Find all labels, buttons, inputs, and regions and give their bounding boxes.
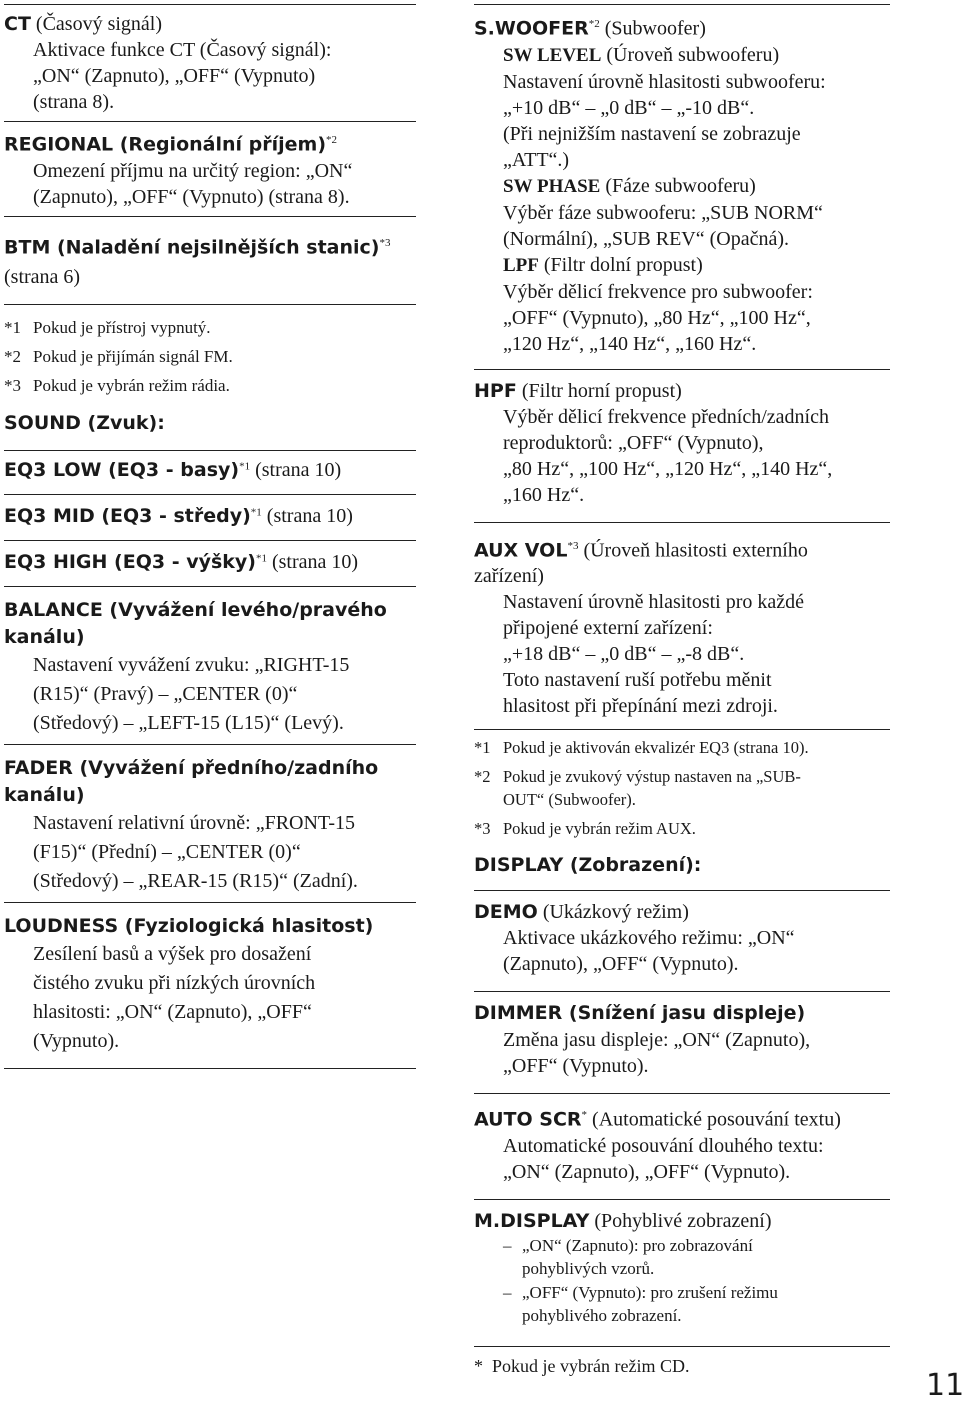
section-title-sound: SOUND (Zvuk): [4, 412, 165, 435]
entry-ct: CT (Časový signál) Aktivace funkce CT (Časový signál): „ON“ (Zapnuto), „OFF“ (Vypnuto) (strana 8). [4, 5, 416, 121]
entry-regional: REGIONAL (Regionální příjem)$^{*2}$ Omezení příjmu na určitý region: „ON“ (Zapnuto), „OFF“ (Vypnuto) (strana 8). [4, 133, 353, 208]
entry-body: Aktivace funkce CT (Časový signál): „ON“ (Zapnuto), „OFF“ (Vypnuto) (strana 8). [33, 39, 332, 113]
footnote-item: *1 Pokud je přístroj vypnutý. [4, 318, 211, 338]
footnote-item: *2 Pokud je přijímán signál FM. [4, 347, 233, 367]
divider [4, 1068, 416, 1069]
entry-eq3-mid: EQ3 MID (EQ3 - středy)$^{*1}$ (strana 10) [4, 505, 353, 528]
footnote-item: *1 Pokud je aktivován ekvalizér EQ3 (strana 10). [474, 738, 809, 758]
notes [4, 305, 416, 400]
entry-aux-vol: AUX VOL$^{*3}$ (Úroveň hlasitosti externího zařízení) Nastavení úrovně hlasitosti pro každé připojené externí zařízení: „+18 dB“ – „0 dB“ – „-8 dB“. Toto nastavení ruší potřebu měnit hlasitost při přepínání mezi zdroji. [474, 539, 808, 718]
entry-head: CT [4, 13, 31, 35]
footnote-item: *2 Pokud je zvukový výstup nastaven na „SUB- [474, 767, 801, 787]
footnote-item: * Pokud je vybrán režim CD. [474, 1355, 690, 1376]
section-title-display: DISPLAY (Zobrazení): [474, 854, 702, 877]
entry-eq3-high: EQ3 HIGH (EQ3 - výšky)$^{*1}$ (strana 10) [4, 551, 359, 574]
entry-eq3-low: EQ3 LOW (EQ3 - basy)$^{*1}$ (strana 10) [4, 459, 342, 482]
entry-loudness: LOUDNESS (Fyziologická hlasitost) Zesílení basů a výšek pro dosažení čistého zvuku při nízkých úrovních hlasitosti: „ON“ (Zapnuto), „OFF“ (Vypnuto). [4, 915, 374, 1053]
entry-fader: FADER (Vyvážení předního/zadního kanálu) Nastavení relativní úrovně: „FRONT-15 (F15)“ (Přední) – „CENTER (0)“ (Středový) – „REAR-15 (R15)“ (Zadní). [4, 757, 379, 893]
entry-hpf: HPF (Filtr horní propust) Výběr dělicí frekvence předních/zadních reproduktorů: „OFF“ (Vypnuto), „80 Hz“, „100 Hz“, „120 Hz“, „140 Hz“, „160 Hz“. [474, 379, 833, 506]
entry-balance: BALANCE (Vyvážení levého/pravého kanálu) Nastavení vyvážení zvuku: „RIGHT-15 (R15)“ (Pravý) – „CENTER (0)“ (Středový) – „LEFT-15 (L15)“ (Levý). [4, 599, 387, 735]
entry-demo: DEMO (Ukázkový režim) Aktivace ukázkového režimu: „ON“ (Zapnuto), „OFF“ (Vypnuto). [474, 901, 795, 976]
notes: *1 Pokud je aktivován ekvalizér EQ3 (strana 10). *2 Pokud je zvukový výstup nastaven na „SUB- OUT“ (Subwoofer). *3 Pokud je vybrán režim AUX. [474, 730, 890, 840]
entry-auto-scr: AUTO SCR* (Automatické posouvání textu) Automatické posouvání dlouhého textu: „ON“ (Zapnuto), „OFF“ (Vypnuto). [474, 1108, 841, 1183]
entry-m-display: M.DISPLAY (Pohyblivé zobrazení) – „ON“ (Zapnuto): pro zobrazování pohyblivých vzorů. – „OFF“ (Vypnuto): pro zrušení režimu pohyblivého zobrazení. [474, 1200, 890, 1334]
right-column [474, 0, 890, 1378]
list-item: – „ON“ (Zapnuto): pro zobrazování [503, 1235, 753, 1255]
footnote-item: *3 Pokud je vybrán režim AUX. [474, 819, 696, 839]
page-number: 11 [926, 1368, 964, 1403]
left-column [4, 0, 416, 1069]
divider [474, 1346, 890, 1347]
entry-btm: BTM (Naladění nejsilnějších stanic)$^{*3}$ (strana 6) [4, 236, 391, 289]
list-item: – „OFF“ (Vypnuto): pro zrušení režimu [503, 1282, 778, 1302]
entry-swoofer: S.WOOFER$^{*2}$ (Subwoofer) SW LEVEL (Úroveň subwooferu) Nastavení úrovně hlasitosti subwooferu: „+10 dB“ – „0 dB“ – „-10 dB“. (Při nejnižším nastavení se zobrazuje „ATT“.) SW PHASE (Fáze subwooferu) Výběr fáze subwooferu: „SUB NORM“ (Normální), „SUB REV“ (Opačná). LPF (Filtr dolní propust) Výběr dělicí frekvence pro subwoofer: „OFF“ (Vypnuto), „80 Hz“, „100 Hz“, „120 Hz“, „140 Hz“, „160 Hz“. [474, 17, 826, 355]
entry-dimmer: DIMMER (Snížení jasu displeje) Změna jasu displeje: „ON“ (Zapnuto), „OFF“ (Vypnuto). [474, 1002, 811, 1078]
footnote-item: *3 Pokud je vybrán režim rádia. [4, 376, 230, 396]
